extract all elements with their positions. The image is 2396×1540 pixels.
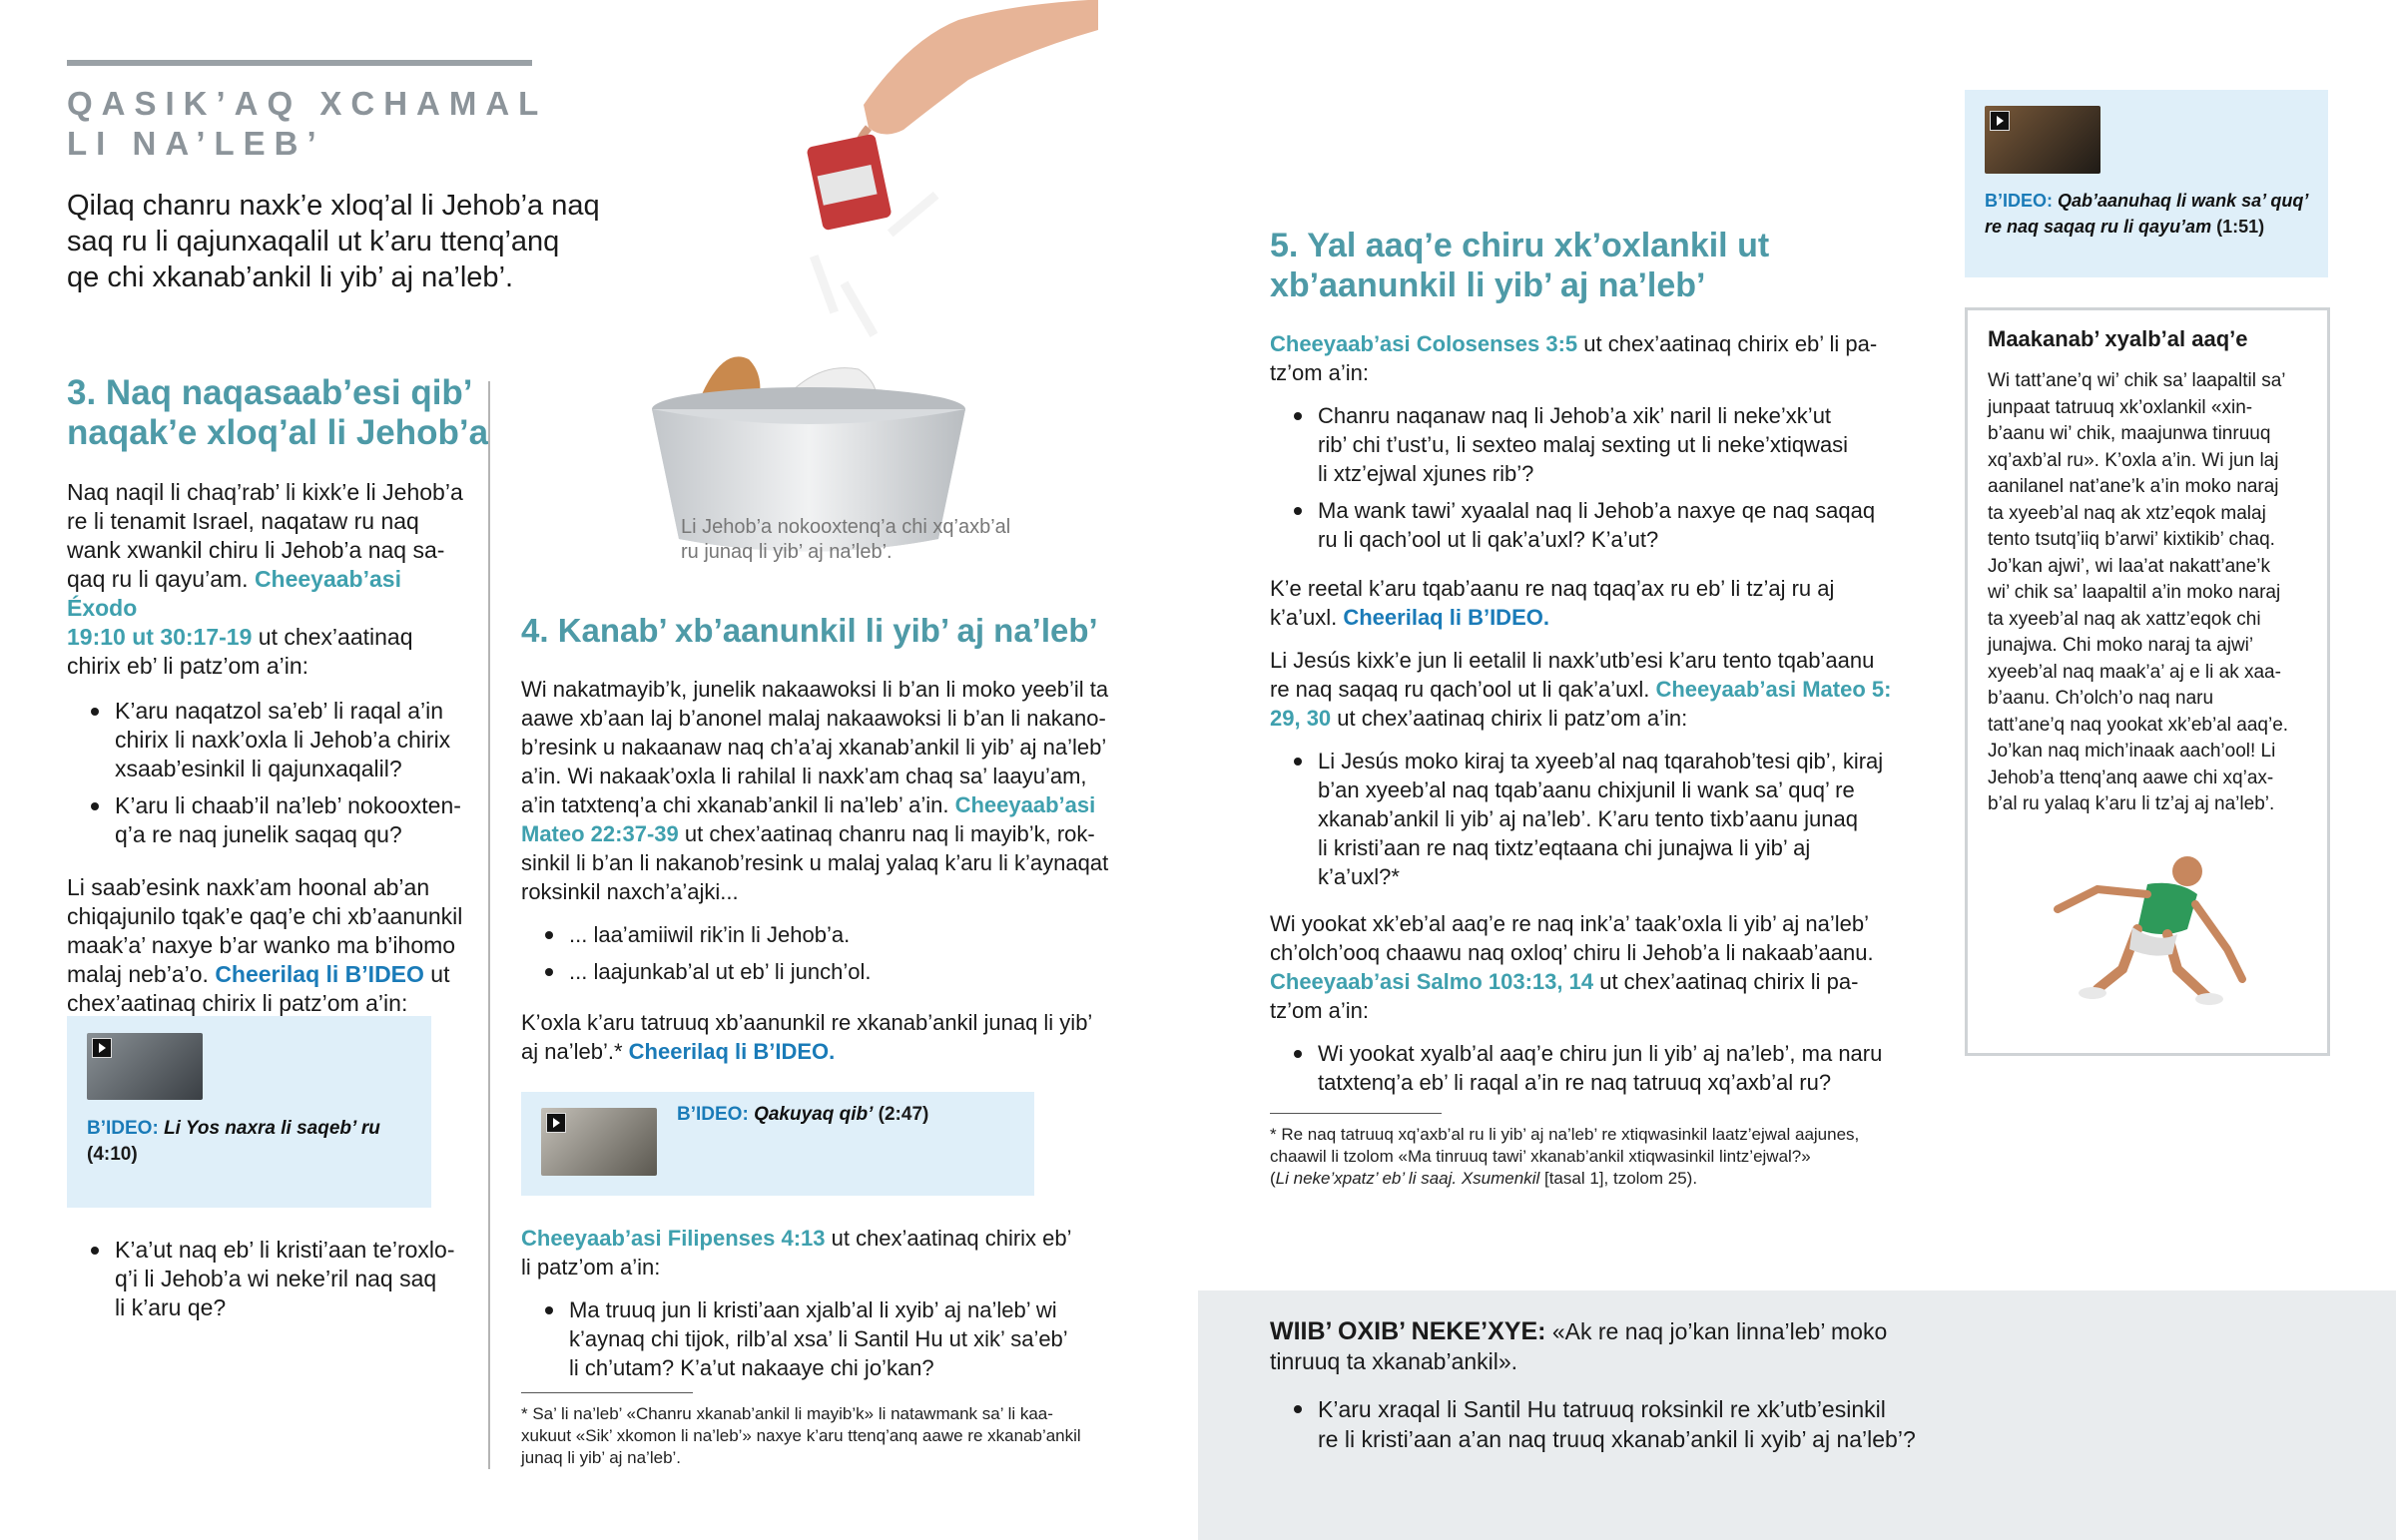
image-caption bbox=[681, 515, 1010, 565]
box-line: b’aanu. Ch’olch’o naq naru bbox=[1988, 688, 2214, 709]
q-line: q’a re naq junelik saqaq qu? bbox=[115, 821, 402, 847]
footnote-line: xukuut «Sik’ xkomon li na’leb’» naxye k’aru ttenq’anq aawe re xkanab’ankil bbox=[521, 1426, 1081, 1445]
play-icon[interactable] bbox=[92, 1038, 112, 1058]
sec5-list-3 bbox=[1270, 1039, 1909, 1097]
sec3-p2-line: malaj neb’a’o. bbox=[67, 961, 209, 987]
video-label: B’IDEO: bbox=[87, 1118, 159, 1139]
sec3-p1-line: re li tenamit Israel, naqataw ru naq bbox=[67, 508, 419, 534]
play-icon[interactable] bbox=[546, 1113, 566, 1133]
colosenses-link[interactable]: Cheeyaab’asi Colosenses 3:5 bbox=[1270, 331, 1578, 356]
column-divider bbox=[488, 381, 490, 1469]
mateo-22-link-cont[interactable]: Mateo 22:37-39 bbox=[521, 821, 679, 846]
box-line: ta xyeeb’al naq ak xattz’eqok chi bbox=[1988, 608, 2261, 630]
runner-illustration bbox=[2038, 849, 2257, 1009]
sec3-p2-tail: ut bbox=[423, 961, 450, 987]
list-item bbox=[1294, 496, 1909, 554]
section-3-body bbox=[67, 478, 476, 1018]
box-line: xyeeb’al naq maak’a’ aj e li ak xaa- bbox=[1988, 661, 2281, 683]
play-icon[interactable] bbox=[1990, 111, 2010, 131]
sec5-p3-line: Wi yookat xk’eb’al aaq’e re naq ink’a’ taak’oxla li yib’ aj na’leb’ bbox=[1270, 911, 1870, 936]
chapter-header-line2: LI NA’LEB’ bbox=[67, 125, 325, 162]
video-caption bbox=[677, 1102, 928, 1128]
q-line: li ch’utam? K’a’ut nakaaye chi jo’kan? bbox=[569, 1355, 934, 1380]
video-box-yos[interactable] bbox=[67, 1016, 431, 1208]
q-line: k’aynaq chi tijok, rilb’al xsa’ li Santil Hu ut xik’ sa’eb’ bbox=[569, 1326, 1068, 1351]
video-title: Li Yos naxra li saqeb’ ru bbox=[164, 1118, 380, 1139]
box-line: tatt’ane’q naq yookat xk’eb’al aaq’e. bbox=[1988, 714, 2289, 736]
footnote-line: [tasal 1], tzolom 25). bbox=[1539, 1169, 1698, 1188]
video-thumbnail[interactable] bbox=[1985, 106, 2100, 174]
footnote-left bbox=[521, 1403, 1140, 1469]
video-thumbnail[interactable] bbox=[87, 1033, 203, 1100]
sec4-p1-line: Wi nakatmayib’k, junelik nakaawoksi li b’an li moko yeeb’il ta bbox=[521, 677, 1109, 702]
sec5-p2-line: Li Jesús kixk’e jun li eetalil li naxk’utb’esi k’aru tento tqab’aanu bbox=[1270, 648, 1875, 673]
sec5-ref1-last: tz’om a’in: bbox=[1270, 360, 1370, 385]
q-line: q’i li Jehob’a wi neke’ril naq saq bbox=[115, 1266, 437, 1291]
section-4-title: 4. Kanab’ xb’aanunkil li yib’ aj na’leb’ bbox=[521, 612, 1098, 649]
sec3-p1-last: chirix eb’ li patz’om a’in: bbox=[67, 653, 309, 679]
closing-quote: «Ak re naq jo’kan linna’leb’ moko bbox=[1545, 1318, 1888, 1344]
box-line: ta xyeeb’al naq ak xtz’eqok malaj bbox=[1988, 502, 2266, 524]
sec5-p2-tail: ut chex’aatinaq chirix li patz’om a’in: bbox=[1331, 706, 1688, 731]
box-line: tento tsutq’iiq b’arwi’ kixtikib’ chaq. bbox=[1988, 529, 2275, 550]
video-box-sidebar[interactable] bbox=[1965, 90, 2328, 277]
sec3-p2-line: maak’a’ naxye b’ar wanko ma b’ihomo bbox=[67, 932, 456, 958]
video-duration: (2:47) bbox=[878, 1104, 929, 1125]
chapter-header bbox=[67, 84, 547, 164]
mateo-5-link[interactable]: Cheeyaab’asi Mateo 5: bbox=[1655, 677, 1892, 702]
sec4-p1-line: sinkil li b’an li nakanob’resink u malaj yalaq k’aru li k’aynaqat bbox=[521, 850, 1109, 875]
sidebar-box-title: Maakanab’ xyalb’al aaq’e bbox=[1988, 326, 2248, 351]
sec5-list-2 bbox=[1270, 747, 1909, 891]
q-line: K’a’ut naq eb’ li kristi’aan te’roxlo- bbox=[115, 1237, 455, 1263]
list-item bbox=[545, 1295, 1140, 1382]
sec5-list-1 bbox=[1270, 401, 1909, 554]
list-item bbox=[545, 957, 1140, 986]
list-item bbox=[1294, 401, 1909, 488]
sec4-p1-line: aawe xb’aan laj b’anonel malaj nakaawoksi li b’an li nakano- bbox=[521, 706, 1106, 731]
video-box-qakuyaq[interactable] bbox=[521, 1092, 1034, 1196]
watch-video-link[interactable]: Cheerilaq li B’IDEO. bbox=[1343, 605, 1549, 630]
closing-label: WIIB’ OXIB’ NEKE’XYE: bbox=[1270, 1317, 1546, 1345]
list-item bbox=[91, 697, 476, 783]
video-caption bbox=[87, 1116, 416, 1168]
sec5-p1-line: K’e reetal k’aru tqab’aanu re naq tqaq’ax ru eb’ li tz’aj ru aj bbox=[1270, 576, 1835, 601]
header-rule bbox=[67, 60, 532, 66]
sec5-ref1-tail: ut chex’aatinaq chirix eb’ li pa- bbox=[1577, 331, 1878, 356]
sec3-p1-line: Naq naqil li chaq’rab’ li kixk’e li Jehob’a bbox=[67, 479, 463, 505]
list-item-text: ... laajunkab’al ut eb’ li junch’ol. bbox=[569, 959, 872, 984]
q-line: Li Jesús moko kiraj ta xyeeb’al naq tqarahob’tesi qib’, kiraj bbox=[1318, 749, 1884, 773]
sec4-p3-last: li patz’om a’in: bbox=[521, 1255, 661, 1280]
q-line: Ma truuq jun li kristi’aan xjalb’al li xyib’ aj na’leb’ wi bbox=[569, 1297, 1057, 1322]
box-line: junpaat tatruuq xk’oxlankil «xin- bbox=[1988, 396, 2253, 418]
section-4-body-2 bbox=[521, 1224, 1140, 1390]
box-line: xq’axb’al ru». K’oxla a’in. Wi jun laj bbox=[1988, 449, 2279, 471]
q-line: ru li qach’ool ut li qak’a’uxl? K’a’ut? bbox=[1318, 527, 1659, 552]
footnote-line: chaawil li tzolom «Ma tinruuq tawi’ xkanab’ankil xtiqwasinkil lintz’ejwal?» bbox=[1270, 1147, 1811, 1166]
sec4-p1-tail: ut chex’aatinaq chanru naq li mayib’k, rok- bbox=[678, 821, 1095, 846]
exodo-link[interactable]: Cheeyaab’asi Éxodo bbox=[67, 566, 401, 621]
sec4-p1-line: a’in. Wi nakaak’oxla li rahilal li naxk’am chaq sa’ laayu’am, bbox=[521, 764, 1087, 788]
q-line: li kristi’aan re naq tixtz’eqtaana chi junajwa li yib’ aj bbox=[1318, 835, 1811, 860]
image-caption-line: Li Jehob’a nokooxtenq’a chi xq’axb’al bbox=[681, 516, 1011, 538]
q-line: xkanab’ankil li yib’ aj na’leb’. K’aru tento tixb’aanu junaq bbox=[1318, 806, 1858, 831]
sec5-p3-tail: ut chex’aatinaq chirix li pa- bbox=[1593, 969, 1859, 994]
q-line: tatxtenq’a eb’ li raqal a’in re naq tatruuq xq’axb’al ru? bbox=[1318, 1070, 1832, 1095]
q-line: xsaab’esinkil li qajunxaqalil? bbox=[115, 756, 402, 781]
book-title: Li neke’xpatz’ eb’ li saaj. Xsumenkil bbox=[1275, 1169, 1540, 1188]
q-line: Chanru naqanaw naq li Jehob’a xik’ naril li neke’xk’ut bbox=[1318, 403, 1832, 428]
list-item-text: ... laa’amiiwil rik’in li Jehob’a. bbox=[569, 922, 851, 947]
section-3-title bbox=[67, 373, 488, 453]
sec4-p2-line: aj na’leb’.* bbox=[521, 1039, 623, 1064]
footnote-paren: ( bbox=[1270, 1169, 1276, 1188]
q-line: K’aru xraqal li Santil Hu tatruuq roksinkil re xk’utb’esinkil bbox=[1318, 1396, 1886, 1422]
box-line: Jehob’a ttenq’anq aawe chi xq’ax- bbox=[1988, 767, 2274, 788]
q-line: K’aru naqatzol sa’eb’ li raqal a’in bbox=[115, 698, 444, 724]
box-line: Jo’kan naq mich’inaak aach’ool! Li bbox=[1988, 741, 2276, 762]
sec3-p2-line: Li saab’esink naxk’am hoonal ab’an bbox=[67, 874, 430, 900]
list-item bbox=[545, 920, 1140, 949]
video-label: B’IDEO: bbox=[1985, 191, 2054, 211]
footnote-line: * Re naq tatruuq xq’axb’al ru li yib’ aj na’leb’ re xtiqwasinkil laatz’ejwal aajunes, bbox=[1270, 1125, 1860, 1144]
section-4-body bbox=[521, 675, 1140, 1066]
footnote-right bbox=[1270, 1124, 1909, 1190]
box-line: b’aanu wi’ chik, maajunwa tinruuq bbox=[1988, 423, 2271, 444]
intro-text bbox=[67, 188, 600, 295]
sec3-p2-line: chiqajunilo tqak’e qaq’e chi xb’aanunkil bbox=[67, 903, 463, 929]
sec3-p1-tail: ut chex’aatinaq bbox=[252, 624, 413, 650]
q-line: li k’aru qe? bbox=[115, 1294, 227, 1320]
q-line: Wi yookat xyalb’al aaq’e chiru jun li yib’ aj na’leb’, ma naru bbox=[1318, 1041, 1883, 1066]
list-item bbox=[1294, 1394, 2368, 1454]
box-line: aanilanel nat’ane’k a’in moko naraj bbox=[1988, 476, 2279, 497]
section-5-title-line: xb’aanunkil li yib’ aj na’leb’ bbox=[1270, 266, 1706, 304]
q-line: rib’ chi t’ust’u, li sexteo malaj sexting ut li neke’xtiqwasi bbox=[1318, 432, 1849, 457]
sec3-after-video-list bbox=[91, 1236, 480, 1330]
mateo-22-link[interactable]: Cheeyaab’asi bbox=[954, 792, 1096, 817]
closing-text bbox=[1270, 1316, 2368, 1462]
sec5-p3-line: ch’olch’ooq chaawu naq oxloq’ chiru li Jehob’a li nakaab’aanu. bbox=[1270, 940, 1874, 965]
section-5-title bbox=[1270, 226, 1769, 305]
footnote-line: junaq li yib’ aj na’leb’. bbox=[521, 1448, 682, 1467]
sec4-p1-line: b’resink u nakaanaw naq ch’a’aj xkanab’ankil li yib’ aj na’leb’ bbox=[521, 735, 1107, 760]
closing-panel bbox=[1198, 1290, 2396, 1540]
footnote-rule bbox=[521, 1392, 693, 1393]
closing-quote-cont: tinruuq ta xkanab’ankil». bbox=[1270, 1348, 1518, 1374]
video-duration: (1:51) bbox=[2216, 217, 2265, 237]
video-title: re naq saqaq ru li qayu’am bbox=[1985, 217, 2212, 237]
video-label: B’IDEO: bbox=[677, 1104, 749, 1125]
list-item bbox=[1294, 1039, 1909, 1097]
box-line: Wi tatt’ane’q wi’ chik sa’ laapaltil sa’ bbox=[1988, 370, 2286, 391]
intro-line: qe chi xkanab’ankil li yib’ aj na’leb’. bbox=[67, 261, 514, 293]
list-item bbox=[91, 791, 476, 849]
mateo-5-link-cont[interactable]: 29, 30 bbox=[1270, 706, 1332, 731]
section-3-title-line: 3. Naq naqasaab’esi qib’ bbox=[67, 373, 473, 412]
chapter-header-line1: QASIK’AQ XCHAMAL bbox=[67, 85, 548, 122]
sidebar-box-text bbox=[1988, 368, 2317, 818]
sec3-p2-last: chex’aatinaq chirix li patz’om a’in: bbox=[67, 990, 408, 1016]
sec4-p3-tail: ut chex’aatinaq chirix eb’ bbox=[825, 1226, 1072, 1251]
watch-video-link[interactable]: Cheerilaq li B’IDEO. bbox=[628, 1039, 836, 1064]
intro-line: saq ru li qajunxaqalil ut k’aru ttenq’anq bbox=[67, 226, 560, 257]
sec4-list bbox=[521, 920, 1140, 986]
sec3-p1-line: qaq ru li qayu’am. bbox=[67, 566, 249, 592]
image-caption-line: ru junaq li yib’ aj na’leb’. bbox=[681, 541, 893, 563]
exodo-link-cont[interactable]: 19:10 ut 30:17-19 bbox=[67, 624, 253, 650]
box-line: Jo’kan ajwi’, wi laa’at nakatt’ane’k bbox=[1988, 555, 2271, 577]
video-title: Qab’aanuhaq li wank sa’ quq’ bbox=[2058, 191, 2309, 211]
intro-line: Qilaq chanru naxk’e xloq’al li Jehob’a naq bbox=[67, 190, 600, 222]
q-line: Ma wank tawi’ xyaalal naq li Jehob’a naxye qe naq saqaq bbox=[1318, 498, 1876, 523]
sec3-question-list bbox=[67, 697, 476, 849]
closing-list bbox=[1270, 1394, 2368, 1454]
sec4-p1-line: roksinkil naxch’a’ajki... bbox=[521, 879, 739, 904]
footnote-line: * Sa’ li na’leb’ «Chanru xkanab’ankil li mayib’k» li natawmank sa’ li kaa- bbox=[521, 1404, 1053, 1423]
box-line: junajwa. Chi moko naraj ta ajwi’ bbox=[1988, 635, 2254, 656]
sec5-p2-line: re naq saqaq ru qach’ool ut li qak’a’uxl. bbox=[1270, 677, 1656, 702]
sec5-p1-line: k’a’uxl. bbox=[1270, 605, 1344, 630]
box-line: wi’ chik sa’ laapaltil a’in moko naraj bbox=[1988, 582, 2281, 603]
sec4-p1-line: a’in tatxtenq’a chi xkanab’ankil li na’leb’ a’in. bbox=[521, 792, 949, 817]
list-item bbox=[1294, 747, 1909, 891]
watch-video-link[interactable]: Cheerilaq li B’IDEO bbox=[215, 961, 424, 987]
list-item bbox=[91, 1236, 480, 1322]
filipenses-link[interactable]: Cheeyaab’asi Filipenses 4:13 bbox=[521, 1226, 826, 1251]
video-thumbnail[interactable] bbox=[541, 1108, 657, 1176]
section-3-title-line: naqak’e xloq’al li Jehob’a bbox=[67, 413, 489, 452]
q-line: K’aru li chaab’il na’leb’ nokooxten- bbox=[115, 792, 461, 818]
trash-illustration bbox=[629, 0, 1098, 559]
video-caption bbox=[1985, 188, 2324, 240]
q-line: b’an xyeeb’al naq tqab’aanu chixjunil li wank sa’ quq’ re bbox=[1318, 777, 1855, 802]
video-duration: (4:10) bbox=[87, 1144, 138, 1165]
sec4-p2-line: K’oxla k’aru tatruuq xb’aanunkil re xkanab’ankil junaq li yib’ bbox=[521, 1010, 1093, 1035]
q-line: li xtz’ejwal xjunes rib’? bbox=[1318, 461, 1534, 486]
section-5-title-line: 5. Yal aaq’e chiru xk’oxlankil ut bbox=[1270, 227, 1770, 264]
sec5-p3-last: tz’om a’in: bbox=[1270, 998, 1370, 1023]
sec3-p1-line: wank xwankil chiru li Jehob’a naq sa- bbox=[67, 537, 445, 563]
q-line: k’a’uxl?* bbox=[1318, 864, 1400, 889]
q-line: chirix li naxk’oxla li Jehob’a chirix bbox=[115, 727, 451, 753]
salmo-link[interactable]: Cheeyaab’asi Salmo 103:13, 14 bbox=[1270, 969, 1594, 994]
box-line: b’al ru yalaq k’aru li tz’aj aj na’leb’. bbox=[1988, 793, 2275, 814]
section-5-body bbox=[1270, 329, 1909, 1105]
video-title: Qakuyaq qib’ bbox=[754, 1104, 874, 1125]
sidebar-box bbox=[1965, 307, 2330, 1056]
footnote-rule-right bbox=[1270, 1113, 1442, 1114]
q-line: re li kristi’aan a’an naq truuq xkanab’ankil li xyib’ aj na’leb’? bbox=[1318, 1426, 1916, 1452]
sec4-list-2 bbox=[521, 1295, 1140, 1382]
